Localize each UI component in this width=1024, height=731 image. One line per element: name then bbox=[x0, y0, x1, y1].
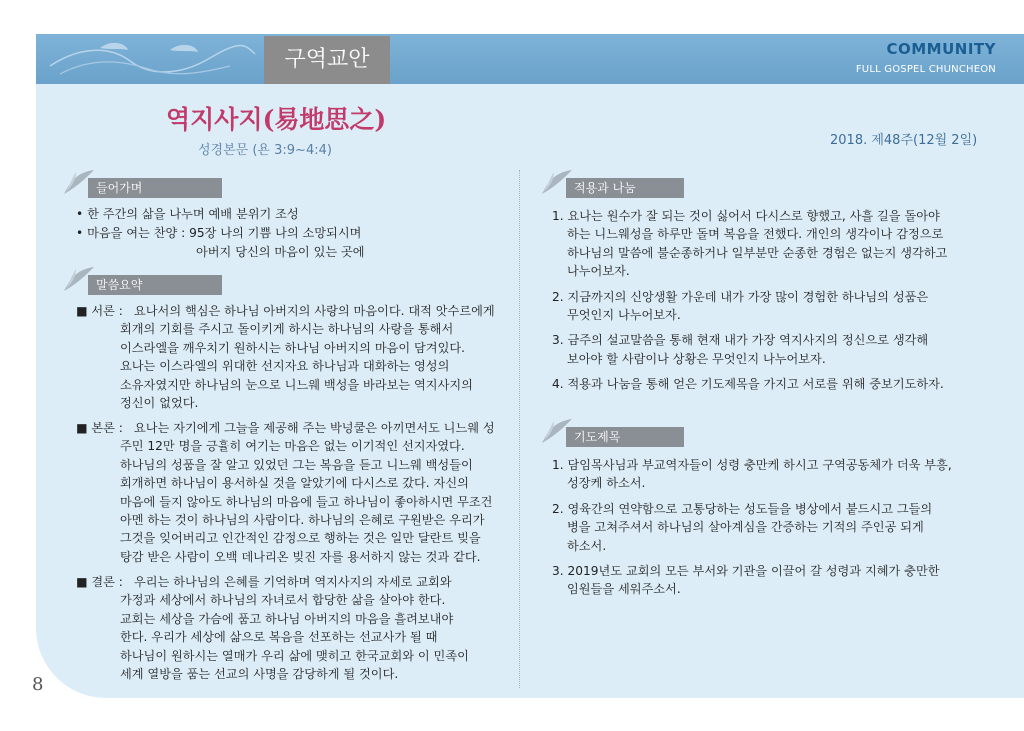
list-item-line: 1. 담임목사님과 부교역자들이 성령 충만케 하시고 구역공동체가 더욱 부흥, bbox=[552, 458, 952, 472]
body-text-line: 회개하면 하나님이 용서하실 것을 알았기에 다시스로 갔다. 자신의 bbox=[120, 476, 469, 491]
list-item-line: 3. 2019년도 교회의 모든 부서와 기관을 이끌어 갈 성령과 지혜가 충만한 bbox=[552, 564, 940, 579]
community-label: COMMUNITY bbox=[886, 40, 996, 58]
summary-heading-label: 말씀요약 bbox=[88, 275, 222, 295]
intro-text-1: • 한 주간의 삶을 나누며 예배 분위기 조성 bbox=[76, 207, 299, 221]
summary-body bbox=[76, 419, 506, 569]
list-item bbox=[552, 207, 947, 281]
body-text-line: 요나는 자기에게 그늘을 제공해 주는 박넝쿨은 아끼면서도 니느웨 성 bbox=[134, 421, 495, 435]
intro-body bbox=[120, 302, 495, 412]
body-text-line: 그것을 잊어버리고 인간적인 감정으로 행하는 것은 일만 달란트 빚을 bbox=[120, 531, 481, 546]
body-text-line: 마음에 들지 않아도 하나님의 마음에 들고 하나님이 좋아하시면 무조건 bbox=[120, 494, 493, 509]
intro-body-line: 회개의 기회를 주시고 돌이키게 하시는 하나님의 사랑을 통해서 bbox=[120, 322, 454, 337]
body-text bbox=[120, 419, 495, 566]
list-item bbox=[552, 562, 952, 599]
page-number: 8 bbox=[32, 674, 44, 695]
list-item bbox=[552, 375, 947, 393]
conclusion-text-line: 교회는 세상을 가슴에 품고 하나님 아버지의 마음을 흘려보내야 bbox=[120, 611, 454, 626]
application-heading-label: 적용과 나눔 bbox=[566, 178, 684, 198]
list-item-line: 1. 요나는 원수가 잘 되는 것이 싫어서 다시스로 향했고, 사흘 길을 돌아야 bbox=[552, 209, 940, 223]
section-title-tab: 구역교안 bbox=[264, 36, 390, 84]
body-text-line: 주민 12만 명을 긍휼히 여기는 마음은 없는 이기적인 선지자였다. bbox=[120, 439, 465, 454]
body-text-line: 탕감 받은 사람이 오백 데나리온 빚진 자를 용서하지 않는 것과 같다. bbox=[120, 549, 481, 564]
intro-line-1 bbox=[76, 205, 299, 223]
list-item-line: 하는 니느웨성을 하루만 돌며 복음을 전했다. 개인의 생각이나 감정으로 bbox=[567, 227, 944, 242]
conclusion-text-line: 우리는 하나님의 은혜를 기억하며 역지사지의 자세로 교회와 bbox=[134, 575, 452, 589]
summary-conclusion bbox=[76, 573, 506, 685]
lesson-date: 2018. 제48주(12월 2일) bbox=[830, 133, 978, 148]
conclusion-text bbox=[120, 573, 469, 683]
list-item bbox=[552, 456, 952, 493]
intro-body-line: 요나는 이스라엘의 위대한 선지자요 하나님과 대화하는 영성의 bbox=[120, 359, 450, 374]
prayer-list bbox=[552, 456, 952, 599]
intro-body-line: 요나서의 핵심은 하나님 아버지의 사랑의 마음이다. 대적 앗수르에게 bbox=[134, 304, 495, 318]
lesson-title: 역지사지(易地思之) bbox=[166, 105, 387, 134]
church-name: FULL GOSPEL CHUNCHEON bbox=[855, 64, 996, 75]
list-item bbox=[552, 288, 947, 325]
list-item bbox=[552, 331, 947, 368]
list-item-line: 2. 영육간의 연약함으로 고통당하는 성도들을 병상에서 붙드시고 그들의 bbox=[552, 501, 933, 516]
intro-label: ■ 서론 : bbox=[76, 304, 123, 318]
list-item-line: 2. 지금까지의 신앙생활 가운데 내가 가장 많이 경험한 하나님의 성품은 bbox=[552, 289, 929, 304]
scripture-reference: 성경본문 (욘 3:9~4:4) bbox=[198, 143, 332, 158]
body-label: ■ 본론 : bbox=[76, 421, 123, 435]
intro-heading-label: 들어가며 bbox=[88, 178, 222, 198]
list-item bbox=[552, 500, 952, 555]
intro-body-line: 소유자였지만 하나님의 눈으로 니느웨 백성을 바라보는 역지사지의 bbox=[120, 377, 473, 392]
summary-intro bbox=[76, 302, 506, 414]
list-item-line: 4. 적용과 나눔을 통해 얻은 기도제목을 가지고 서로를 위해 중보기도하자. bbox=[552, 377, 944, 392]
application-list bbox=[552, 207, 947, 394]
list-item-line: 보아야 할 사람이나 상황은 무엇인지 나누어보자. bbox=[567, 351, 826, 366]
intro-line-2 bbox=[76, 224, 361, 242]
intro-body-line: 이스라엘을 깨우치기 원하시는 하나님 아버지의 마음이 담겨있다. bbox=[120, 340, 465, 355]
body-text-line: 하나님의 성품을 잘 알고 있었던 그는 복음을 듣고 니느웨 백성들이 bbox=[120, 457, 473, 472]
list-item-line: 3. 금주의 설교말씀을 통해 현재 내가 가장 역지사지의 정신으로 생각해 bbox=[552, 333, 929, 348]
conclusion-label: ■ 결론 : bbox=[76, 575, 123, 589]
intro-body-line: 정신이 없었다. bbox=[120, 396, 199, 411]
list-item-line: 나누어보자. bbox=[567, 264, 630, 279]
prayer-heading-label: 기도제목 bbox=[566, 427, 684, 447]
list-item-line: 임원들을 세워주소서. bbox=[567, 582, 681, 597]
list-item-line: 하나님의 말씀에 불순종하거나 일부분만 순종한 경험은 없는지 생각하고 bbox=[567, 245, 948, 260]
body-text-line: 아멘 하는 것이 하나님의 사람이다. 하나님의 은혜로 구원받은 우리가 bbox=[120, 513, 485, 528]
intro-text-2: • 마음을 여는 찬양 : 95장 나의 기쁨 나의 소망되시며 bbox=[76, 226, 361, 240]
conclusion-text-line: 하나님이 원하시는 열매가 우리 삶에 맺히고 한국교회와 이 민족이 bbox=[120, 648, 469, 663]
intro-line-3: 아버지 당신의 마음이 있는 곳에 bbox=[196, 245, 365, 259]
list-item-line: 병을 고쳐주셔서 하나님의 살아계심을 간증하는 기적의 주인공 되게 bbox=[567, 520, 924, 535]
list-item-line: 무엇인지 나누어보자. bbox=[567, 308, 681, 323]
swirl-ornament-icon bbox=[40, 36, 260, 82]
conclusion-text-line: 가정과 세상에서 하나님의 자녀로서 합당한 삶을 살아야 한다. bbox=[120, 593, 446, 608]
column-divider bbox=[519, 170, 520, 688]
list-item-line: 성장케 하소서. bbox=[567, 476, 646, 491]
list-item-line: 하소서. bbox=[567, 538, 607, 553]
conclusion-text-line: 세계 열방을 품는 선교의 사명을 감당하게 될 것이다. bbox=[120, 667, 399, 682]
conclusion-text-line: 한다. 우리가 세상에 삶으로 복음을 선포하는 선교사가 될 때 bbox=[120, 630, 438, 645]
